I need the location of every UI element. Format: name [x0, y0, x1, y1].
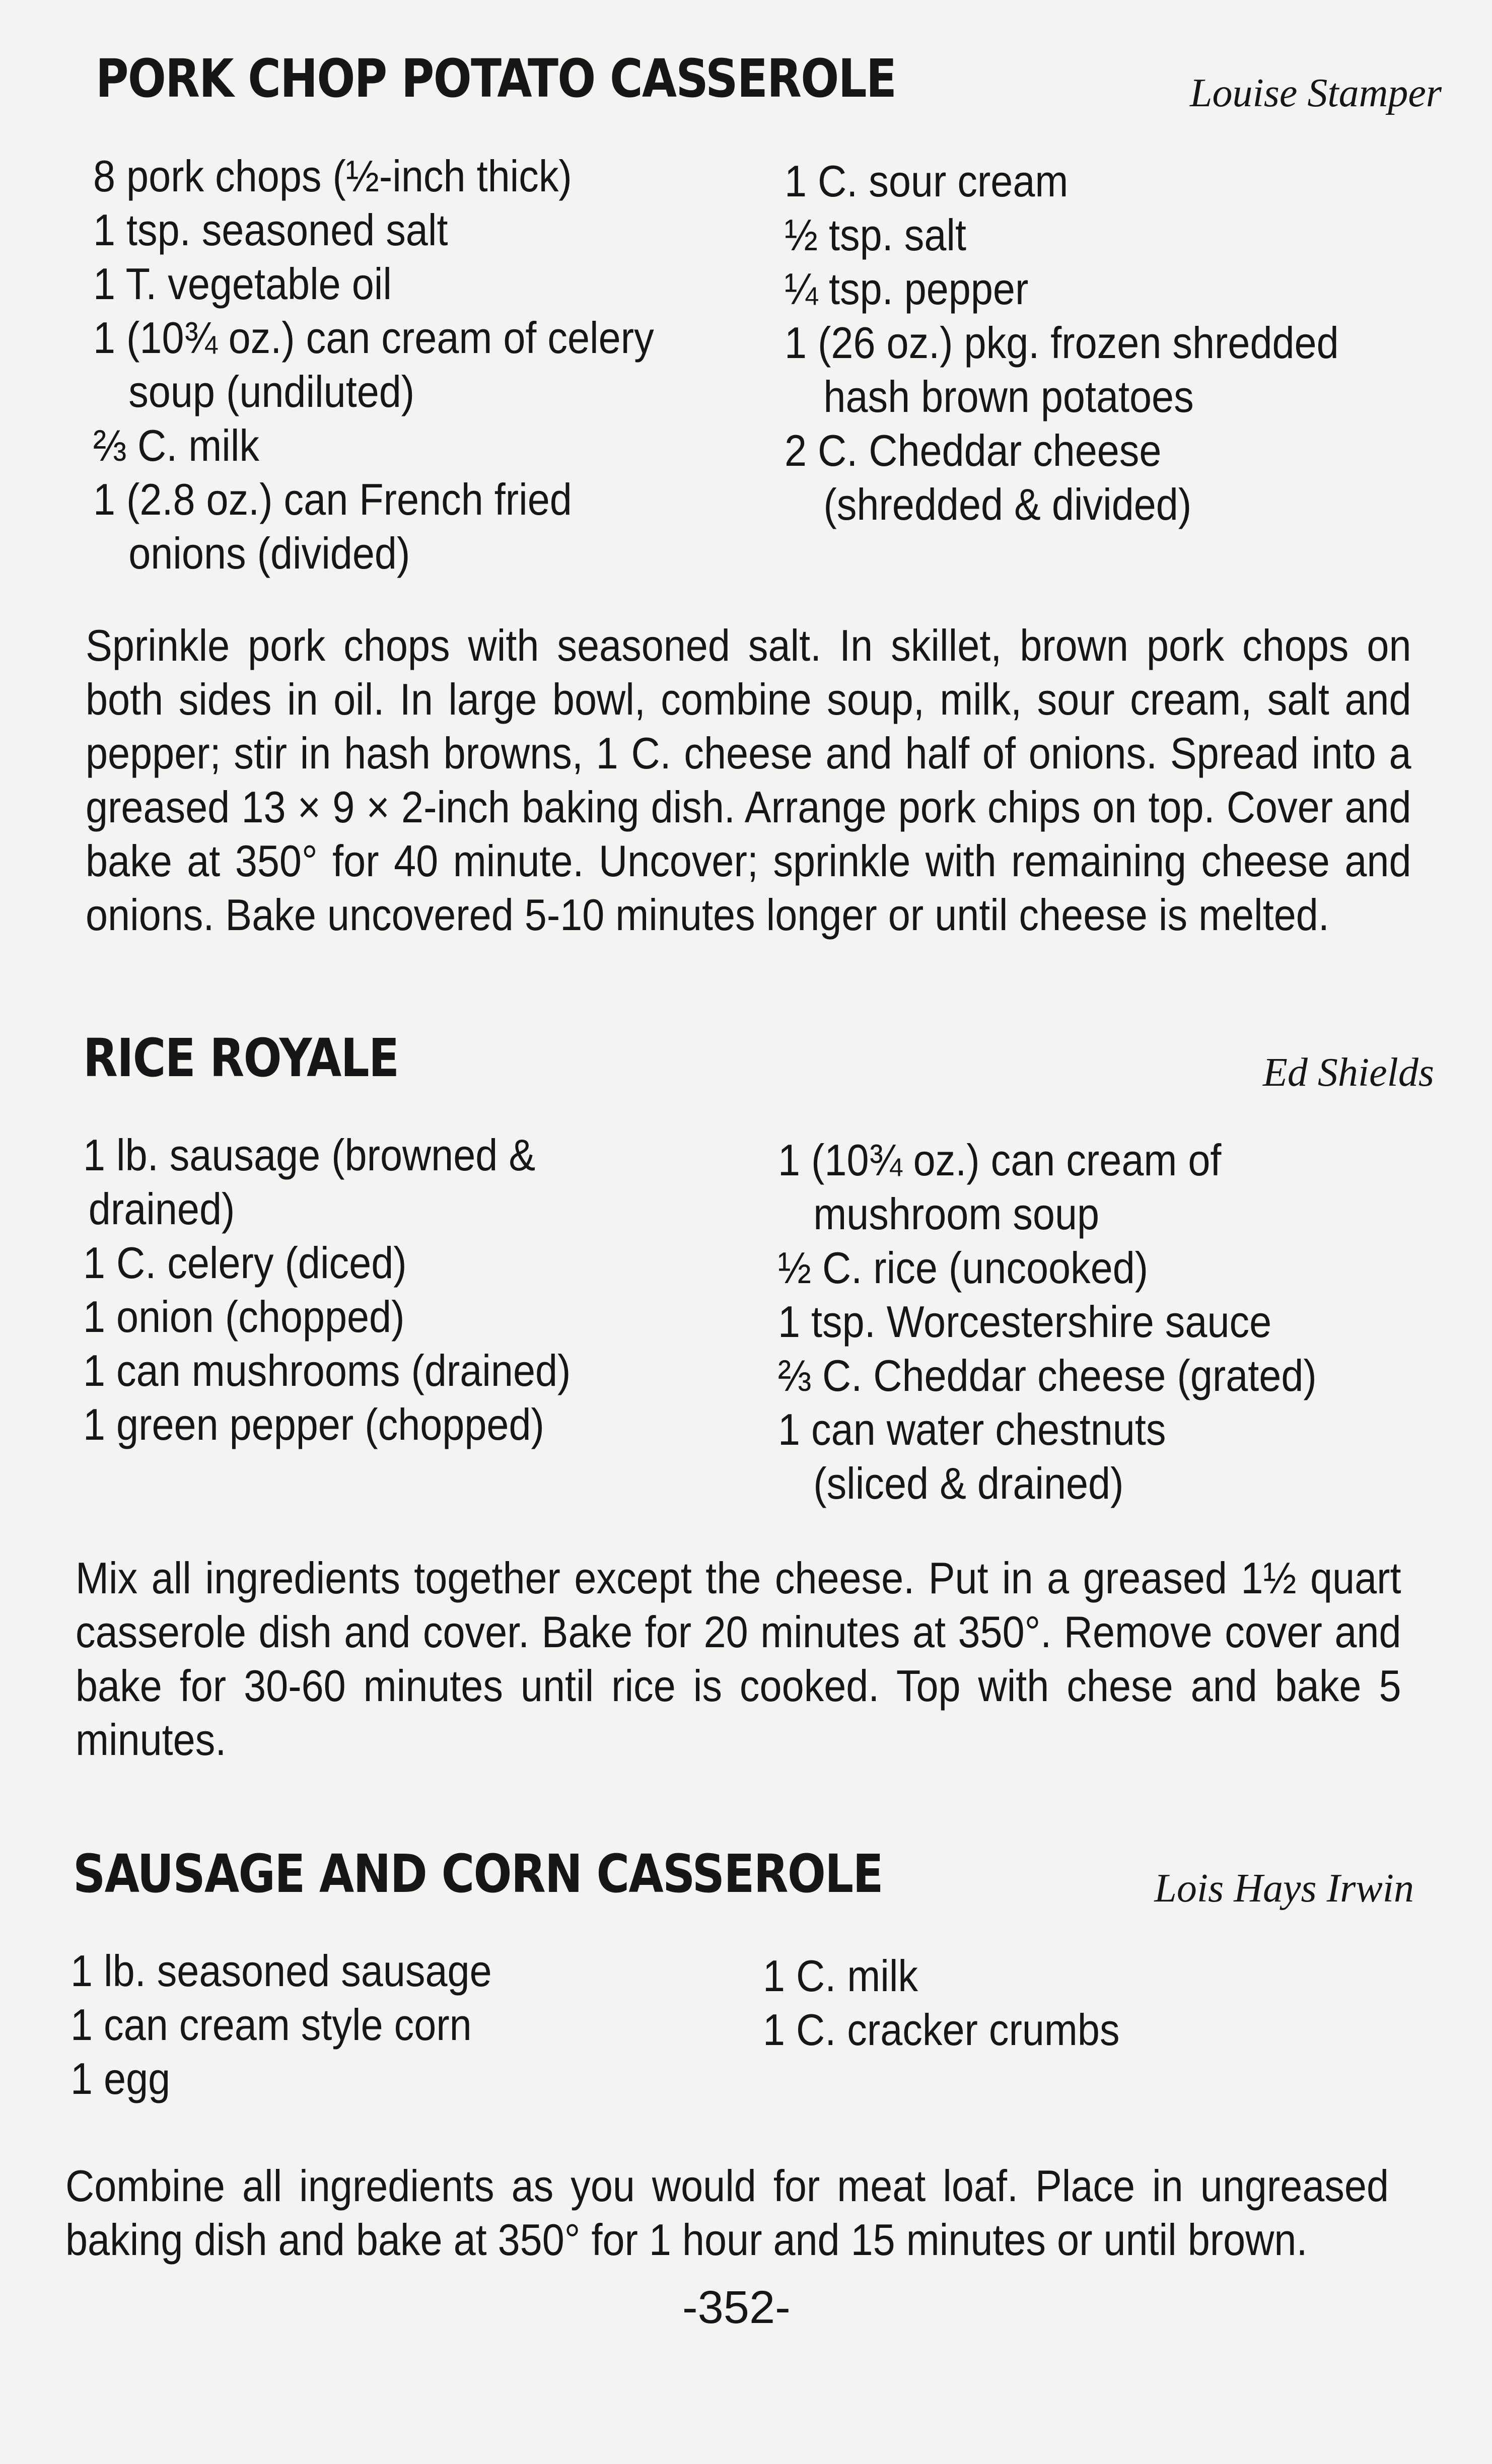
- ingredient-line: 1 can cream style corn: [70, 2000, 472, 2050]
- ingredient-line: 1 (26 oz.) pkg. frozen shredded: [785, 318, 1339, 368]
- recipe-author: Ed Shields: [1263, 1050, 1434, 1095]
- recipe-directions: Mix all ingredients together except the cheese. Put in a greased 1½ quart casserole dish and cover. Bake for 20 minutes at 350°. Remove cover and bake for 30-60 minutes until rice is cooked. Top with chese and bake 5 minutes.: [76, 1553, 1401, 1765]
- recipe-directions: Sprinkle pork chops with seasoned salt. In skillet, brown pork chops on both sides in oil. In large bowl, combine soup, milk, sour cream, salt and pepper; stir in hash browns, 1 C. cheese and half of onions. Spread into a greased 13 × 9 × 2-inch baking dish. Arrange pork chips on top. Cover and bake at 350° for 40 minute. Uncover; sprinkle with remaining cheese and onions. Bake uncovered 5-10 minutes longer or until cheese is melted.: [86, 620, 1411, 940]
- ingredients-left-column: [70, 1944, 492, 2105]
- ingredient-line: 1 green pepper (chopped): [83, 1399, 544, 1449]
- ingredients-left-column: [83, 1128, 571, 1451]
- ingredient-line: 1 (2.8 oz.) can French fried: [93, 474, 572, 524]
- ingredient-line: 1 lb. sausage (browned &: [83, 1130, 536, 1180]
- recipe-title: RICE ROYALE: [83, 1027, 399, 1089]
- recipe-title: SAUSAGE AND CORN CASSEROLE: [73, 1843, 883, 1905]
- ingredients-right-column: [785, 154, 1339, 531]
- ingredient-line: 1 C. milk: [763, 1951, 918, 2001]
- page-number: -352-: [682, 2282, 791, 2333]
- ingredient-line: 1 can mushrooms (drained): [83, 1346, 571, 1395]
- ingredient-line: (sliced & drained): [813, 1458, 1124, 1508]
- recipe-title: PORK CHOP POTATO CASSEROLE: [96, 48, 896, 109]
- ingredient-line: (shredded & divided): [823, 479, 1192, 529]
- ingredient-line: mushroom soup: [813, 1189, 1100, 1239]
- ingredient-line: 1 C. cracker crumbs: [763, 2005, 1120, 2055]
- ingredient-line: 8 pork chops (½-inch thick): [93, 151, 572, 201]
- ingredient-line: 1 (10¾ oz.) can cream of celery: [93, 313, 654, 363]
- ingredient-line: 1 C. sour cream: [785, 156, 1069, 206]
- ingredient-line: 2 C. Cheddar cheese: [785, 426, 1162, 475]
- ingredient-line: ⅔ C. milk: [93, 420, 260, 470]
- ingredient-line: 1 tsp. Worcestershire sauce: [778, 1297, 1272, 1347]
- ingredient-line: 1 T. vegetable oil: [93, 259, 392, 309]
- ingredient-line: 1 lb. seasoned sausage: [70, 1946, 492, 1996]
- ingredient-line: 1 onion (chopped): [83, 1292, 405, 1342]
- recipe-author: Lois Hays Irwin: [1154, 1866, 1414, 1911]
- ingredients-right-column: [778, 1133, 1317, 1510]
- ingredient-line: ¼ tsp. pepper: [785, 264, 1029, 314]
- recipe-author: Louise Stamper: [1190, 71, 1442, 115]
- ingredient-line: 1 can water chestnuts: [778, 1404, 1166, 1454]
- ingredient-line: ½ C. rice (uncooked): [778, 1243, 1149, 1293]
- ingredient-line: ⅔ C. Cheddar cheese (grated): [778, 1351, 1317, 1400]
- ingredient-line: 1 egg: [70, 2054, 171, 2103]
- ingredient-line: hash brown potatoes: [823, 372, 1194, 421]
- ingredient-line: 1 tsp. seasoned salt: [93, 205, 448, 255]
- ingredient-line: 1 C. celery (diced): [83, 1238, 407, 1288]
- ingredient-line: soup (undiluted): [128, 367, 415, 416]
- ingredient-line: onions (divided): [128, 528, 410, 578]
- ingredient-line: 1 (10¾ oz.) can cream of: [778, 1135, 1222, 1185]
- ingredient-line: ½ tsp. salt: [785, 210, 966, 260]
- recipe-directions: Combine all ingredients as you would for meat loaf. Place in ungreased baking dish and bake at 350° for 1 hour and 15 minutes or until brown.: [65, 2161, 1389, 2265]
- ingredients-left-column: [93, 149, 654, 580]
- ingredients-right-column: [763, 1949, 1120, 2057]
- ingredient-line: drained): [88, 1184, 235, 1234]
